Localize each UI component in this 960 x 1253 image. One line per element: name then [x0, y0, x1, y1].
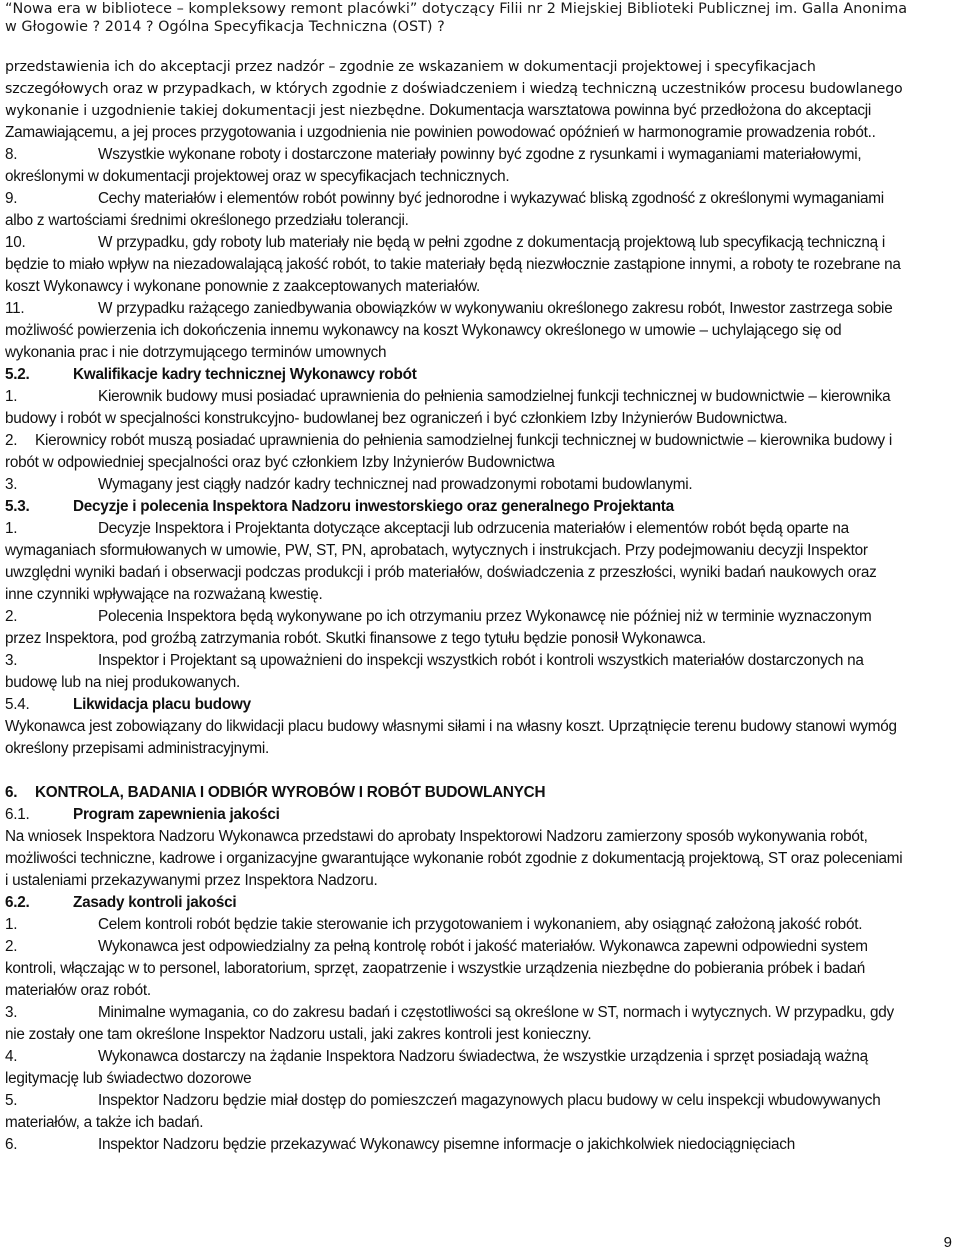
- list-item: [5, 232, 905, 298]
- section-number: 6.: [5, 784, 18, 801]
- item-text: Minimalne wymagania, co do zakresu badań i częstotliwości są określone w ST, normach i wytycznych. W przypadku, gdy nie zostały one tam określone Inspektor Nadzoru ustali, jaki zakres kontroli jest konieczny.: [5, 1004, 894, 1043]
- list-item: [5, 606, 905, 650]
- item-number: 3.: [5, 1004, 18, 1021]
- item-number: 5.: [5, 1092, 18, 1109]
- list-item: [5, 1090, 905, 1134]
- item-number: 4.: [5, 1048, 18, 1065]
- intro-text-part-1: przedstawienia ich do akceptacji przez nadzór – zgodnie ze wskazaniem w dokumentacji projektowej i specyfikacjach szczegółowych oraz w przypadkach, w których zgodnie z doświadczeniem i wiedzą techniczną uczestników procesu budowlanego wykonanie i uzgodnienie takiej dokumentacji jest niezbędne.: [5, 59, 903, 119]
- section-paragraph: Wykonawca jest zobowiązany do likwidacji placu budowy własnymi siłami i na własny koszt. Uprzątnięcie terenu budowy stanowi wymóg określony przepisami administracyjnymi.: [5, 718, 897, 757]
- section-title: Kwalifikacje kadry technicznej Wykonawcy robót: [73, 366, 417, 383]
- section-title: Program zapewnienia jakości: [73, 806, 280, 823]
- list-item: [5, 430, 905, 474]
- intro-paragraph: [5, 56, 905, 144]
- item-number: 3.: [5, 652, 18, 669]
- section-title: Zasady kontroli jakości: [73, 894, 237, 911]
- list-item: [5, 386, 905, 430]
- section-heading-6-1: [5, 804, 905, 826]
- item-number: 1.: [5, 916, 18, 933]
- item-text: Kierownik budowy musi posiadać uprawnienia do pełnienia samodzielnej funkcji technicznej w budownictwie – kierownika budowy i robót w specjalności konstrukcyjno- budowlanej bez ograniczeń i być członkiem Izby Inżynierów Budownictwa.: [5, 388, 891, 427]
- item-text: Wszystkie wykonane roboty i dostarczone materiały powinny być zgodne z rysunkami i wymaganiami materiałowymi, określonymi w dokumentacji projektowej oraz w specyfikacjach technicznych.: [5, 146, 862, 185]
- page-number: 9: [943, 1234, 952, 1251]
- list-item: [5, 474, 905, 496]
- section-heading-5-2: [5, 364, 905, 386]
- item-text: Celem kontroli robót będzie takie sterowanie ich przygotowaniem i wykonaniem, aby osiągnąć założoną jakość robót.: [98, 916, 863, 933]
- item-text: Cechy materiałów i elementów robót powinny być jednorodne i wykazywać bliską zgodność z określonymi wymaganiami albo z wartościami średnimi określonego przedziału tolerancji.: [5, 190, 884, 229]
- header-line-1: “Nowa era w bibliotece – kompleksowy remont placówki” dotyczący Filii nr 2 Miejskiej Biblioteki Publicznej im. Galla Anonima: [5, 1, 908, 17]
- section-heading-5-4: [5, 694, 905, 716]
- item-number: 11.: [5, 300, 25, 317]
- item-text: Wykonawca jest odpowiedzialny za pełną kontrolę robót i jakość materiałów. Wykonawca zapewni odpowiedni system kontroli, włączając w to personel, laboratorium, sprzęt, zaopatrzenie i wszystkie urządzenia niezbędne do pobierania próbek i badań materiałów oraz robót.: [5, 938, 868, 999]
- section-heading-6: [5, 782, 905, 804]
- item-number: 1.: [5, 520, 18, 537]
- list-item: [5, 1002, 905, 1046]
- item-text: Polecenia Inspektora będą wykonywane po ich otrzymaniu przez Wykonawcę nie później niż w terminie wyznaczonym przez Inspektora, pod groźbą zatrzymania robót. Skutki finansowe z tego tytułu będzie ponosił Wykonawca.: [5, 608, 872, 647]
- spacer: [5, 760, 905, 782]
- list-item: [5, 518, 905, 606]
- item-number: 2.: [5, 432, 18, 449]
- item-number: 6.: [5, 1136, 18, 1153]
- section-title: Decyzje i polecenia Inspektora Nadzoru inwestorskiego oraz generalnego Projektanta: [73, 498, 674, 515]
- list-item: [5, 650, 905, 694]
- document-body: [5, 56, 905, 1156]
- section-heading-6-2: [5, 892, 905, 914]
- list-item: [5, 914, 905, 936]
- list-item: [5, 298, 905, 364]
- header-line-2: w Głogowie ? 2014 ? Ogólna Specyfikacja Techniczna (OST) ?: [5, 19, 445, 35]
- item-text: Inspektor Nadzoru będzie miał dostęp do pomieszczeń magazynowych placu budowy w celu inspekcji wbudowywanych materiałów, a także ich badań.: [5, 1092, 881, 1131]
- intro-text-part-2: Dokumentacja warsztatowa powinna być przedłożona do akceptacji Zamawiającemu, a jej proces przygotowania i uzgodnienia nie powinien powodować opóźnień w harmonogramie prowadzenia robót..: [5, 102, 876, 141]
- item-number: 9.: [5, 190, 18, 207]
- section-heading-5-3: [5, 496, 905, 518]
- item-text: W przypadku, gdy roboty lub materiały nie będą w pełni zgodne z dokumentacją projektową lub specyfikacją techniczną i będzie to miało wpływ na niezadowalającą jakość robót, to takie materiały będą niezwłocznie zastąpione innymi, a roboty te rozebrane na koszt Wykonawcy i wykonane ponownie z zaakceptowanych materiałów.: [5, 234, 901, 295]
- item-number: 1.: [5, 388, 18, 405]
- item-text: Inspektor Nadzoru będzie przekazywać Wykonawcy pisemne informacje o jakichkolwiek niedociągnięciach: [98, 1136, 795, 1153]
- section-number: 5.3.: [5, 498, 30, 515]
- item-number: 8.: [5, 146, 18, 163]
- section-number: 5.4.: [5, 696, 30, 713]
- list-item: [5, 144, 905, 188]
- running-header: [5, 0, 955, 36]
- list-item: [5, 1134, 905, 1156]
- section-number: 6.1.: [5, 806, 30, 823]
- section-title: KONTROLA, BADANIA I ODBIÓR WYROBÓW I ROBÓT BUDOWLANYCH: [35, 784, 546, 801]
- item-number: 10.: [5, 234, 26, 251]
- item-number: 2.: [5, 938, 18, 955]
- item-text: Wykonawca dostarczy na żądanie Inspektora Nadzoru świadectwa, że wszystkie urządzenia i sprzęt posiadają ważną legitymację lub świadectwo dozorowe: [5, 1048, 868, 1087]
- section-title: Likwidacja placu budowy: [73, 696, 251, 713]
- item-number: 3.: [5, 476, 18, 493]
- item-text: Inspektor i Projektant są upoważnieni do inspekcji wszystkich robót i kontroli wszystkich materiałów dostarczonych na budowę lub na niej produkowanych.: [5, 652, 864, 691]
- item-text: Decyzje Inspektora i Projektanta dotyczące akceptacji lub odrzucenia materiałów i elementów robót będą oparte na wymaganiach sformułowanych w umowie, PW, ST, PN, aprobatach, wytycznych i instrukcjach. Przy podejmowaniu decyzji Inspektor uwzględni wyniki badań i obserwacji podczas produkcji i prób materiałów, doświadczenia z przeszłości, wyniki badań naukowych oraz inne czynniki wpływające na rozważaną kwestię.: [5, 520, 877, 603]
- item-text: W przypadku rażącego zaniedbywania obowiązków w wykonywaniu określonego zakresu robót, Inwestor zastrzega sobie możliwość powierzenia ich dokończenia innemu wykonawcy na koszt Wykonawcy określonego w umowie – uchylającego się od wykonania prac i nie dotrzymującego terminów umownych: [5, 300, 893, 361]
- section-number: 6.2.: [5, 894, 30, 911]
- list-item: [5, 1046, 905, 1090]
- item-text: Wymagany jest ciągły nadzór kadry technicznej nad prowadzonymi robotami budowlanymi.: [98, 476, 693, 493]
- item-text: Kierownicy robót muszą posiadać uprawnienia do pełnienia samodzielnej funkcji technicznej w budownictwie – kierownika budowy i robót w odpowiedniej specjalności oraz być członkiem Izby Inżynierów Budownictwa: [5, 432, 893, 471]
- list-item: [5, 188, 905, 232]
- section-number: 5.2.: [5, 366, 30, 383]
- section-paragraph: Na wniosek Inspektora Nadzoru Wykonawca przedstawi do aprobaty Inspektorowi Nadzoru zamierzony sposób wykonywania robót, możliwości techniczne, kadrowe i organizacyjne gwarantujące wykonanie robót zgodnie z dokumentacją projektową, ST oraz poleceniami i ustaleniami przekazywanymi przez Inspektora Nadzoru.: [5, 828, 903, 889]
- list-item: [5, 936, 905, 1002]
- item-number: 2.: [5, 608, 18, 625]
